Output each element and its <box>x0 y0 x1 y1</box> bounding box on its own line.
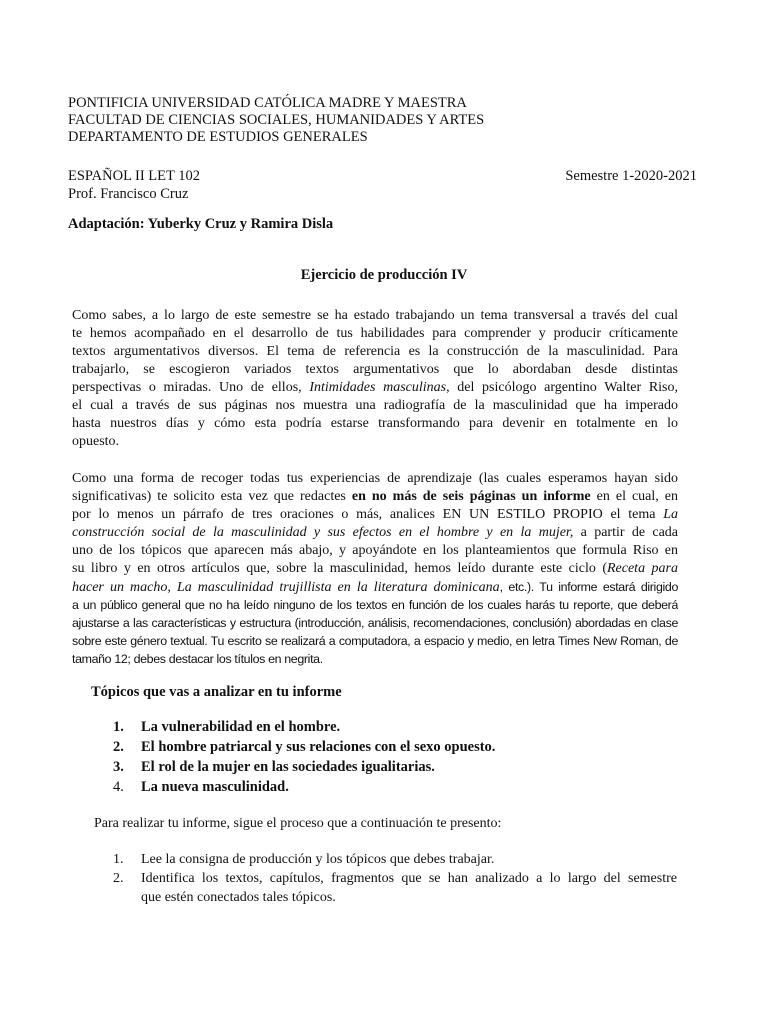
topic-title: La <box>663 507 678 522</box>
p2-line <box>72 506 678 524</box>
list-number: 1. <box>113 852 124 867</box>
list-number: 4. <box>113 779 124 795</box>
p2-line: a un público general que no ha leído ninguno de los textos en función de los cuales harás tu reporte, que deberá <box>72 598 678 612</box>
p1-text: , del psicólogo argentino Walter Riso, <box>446 380 678 395</box>
p1-line: opuesto. <box>72 434 120 449</box>
p2-text: por lo menos un párrafo de tres oraciones o más, analices EN UN ESTILO PROPIO el tema <box>72 507 664 522</box>
list-number: 3. <box>113 759 124 775</box>
list-text: que estén conectados tales tópicos. <box>141 890 336 905</box>
list-text: Lee la consigna de producción y los tópicos que debes trabajar. <box>141 852 495 867</box>
p1-line: trabajarlo, se escogieron variados textos argumentativos que lo abordaban desde distintas <box>72 362 678 377</box>
department-name: DEPARTAMENTO DE ESTUDIOS GENERALES <box>68 129 368 145</box>
p2-text: significativas) te solicito esta vez que redactes <box>72 489 352 504</box>
p2-line <box>72 578 678 596</box>
p1-line: el cual a través de sus páginas nos muestra una radiografía de la masculinidad que ha imperado <box>72 398 678 413</box>
p2-line <box>72 488 678 506</box>
p2-text: su libro y en otros artículos que, sobre la masculinidad, hemos leído durante este ciclo ( <box>72 561 607 576</box>
p2-text: a partir de cada <box>573 525 678 540</box>
university-name: PONTIFICIA UNIVERSIDAD CATÓLICA MADRE Y MAESTRA <box>68 95 467 111</box>
paragraph-instructions <box>72 470 678 668</box>
p2-line: sobre este género textual. Tu escrito se realizará a computadora, a espacio y medio, en letra Times New Roman, de <box>72 634 678 648</box>
p2-line <box>72 560 678 578</box>
p1-line <box>72 379 678 397</box>
p1-line: hasta nuestros días y cómo esta podría estarse transformando para devenir en totalmente en lo <box>72 416 678 431</box>
p1-line: te hemos acompañado en el desarrollo de tus habilidades para comprender y producir críticamente <box>72 326 678 341</box>
p1-line: Como sabes, a lo largo de este semestre se ha estado trabajando un tema transversal a través del cual <box>72 308 678 323</box>
list-text: La vulnerabilidad en el hombre. <box>141 719 341 735</box>
list-text: La nueva masculinidad. <box>141 779 289 795</box>
list-text: El rol de la mujer en las sociedades igualitarias. <box>141 759 435 775</box>
topics-heading: Tópicos que vas a analizar en tu informe <box>91 684 342 700</box>
reference-title: hacer un macho, La masculinidad trujillista en la literatura dominicana <box>72 580 500 595</box>
p1-line: textos argumentativos diversos. El tema de referencia es la construcción de la masculinidad. Para <box>72 344 678 359</box>
p2-line: Como una forma de recoger todas tus experiencias de aprendizaje (las cuales esperamos hayan sido <box>72 471 678 486</box>
semester-label: Semestre 1-2020-2021 <box>565 168 697 184</box>
paragraph-intro <box>72 307 678 451</box>
reference-title: Receta para <box>606 561 678 576</box>
report-length-emphasis: en no más de seis páginas un informe <box>351 489 591 504</box>
list-text: Identifica los textos, capítulos, fragmentos que se han analizado a lo largo del semestre <box>141 871 677 886</box>
book-title: Intimidades masculinas <box>309 380 447 395</box>
course-code: ESPAÑOL II LET 102 <box>68 168 200 184</box>
p2-line: ajustarse a las características y estructura (introducción, análisis, recomendaciones, conclusión) abordadas en clase <box>72 616 678 630</box>
p2-text: en el cual, en <box>590 489 678 504</box>
exercise-title: Ejercicio de producción IV <box>300 267 468 283</box>
adaptation-credit: Adaptación: Yuberky Cruz y Ramira Disla <box>68 216 334 232</box>
professor-name: Prof. Francisco Cruz <box>68 186 189 202</box>
process-intro: Para realizar tu informe, sigue el proceso que a continuación te presento: <box>94 816 502 831</box>
p1-text: perspectivas o miradas. Uno de ellos, <box>72 380 310 395</box>
list-number: 2. <box>113 871 124 886</box>
topic-title: construcción social de la masculinidad y sus efectos en el hombre y en la mujer, <box>72 525 574 540</box>
p2-text: , etc.). Tu informe estará dirigido <box>499 580 678 594</box>
p2-line: tamaño 12; debes destacar los títulos en negrita. <box>72 652 323 666</box>
list-number: 2. <box>113 739 124 755</box>
p2-line <box>72 524 678 542</box>
list-text: El hombre patriarcal y sus relaciones con el sexo opuesto. <box>141 739 496 755</box>
faculty-name: FACULTAD DE CIENCIAS SOCIALES, HUMANIDADES Y ARTES <box>68 112 485 128</box>
p2-line: uno de los tópicos que aparecen más abajo, y apoyándote en los planteamientos que formula Riso en <box>72 543 678 558</box>
list-number: 1. <box>113 719 124 735</box>
